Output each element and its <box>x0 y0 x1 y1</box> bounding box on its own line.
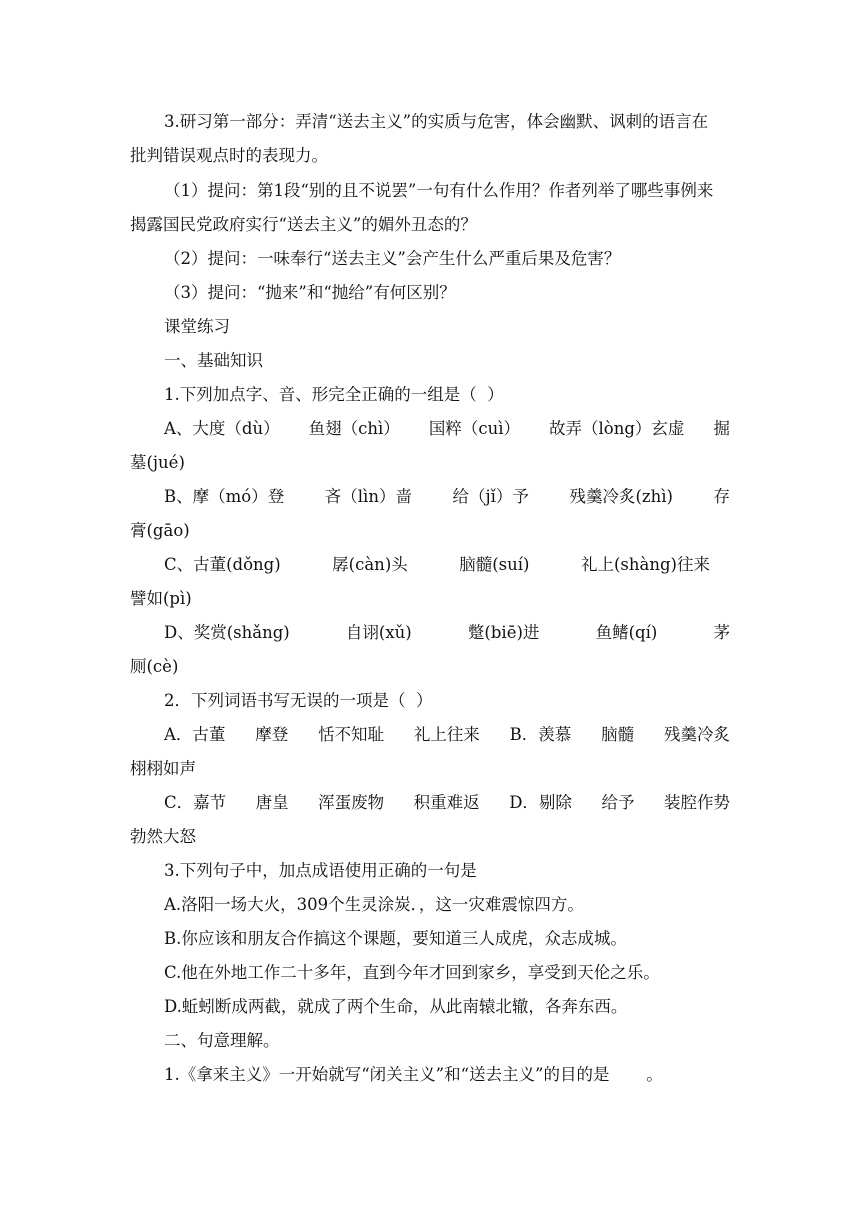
question-2: （2）提问：一味奉行“送去主义”会产生什么严重后果及危害？ <box>164 249 621 268</box>
option-a-item: A、大度（dù） <box>164 419 280 438</box>
exercise-3-option-c: C.他在外地工作二十多年，直到今年才回到家乡，享受到天伦之乐。 <box>164 963 660 982</box>
exercise-1-option-a <box>164 418 730 440</box>
exercise-1-option-b <box>164 486 730 508</box>
comprehension-question-1: 1.《拿来主义》一开始就写“闭关主义”和“送去主义”的目的是 。 <box>164 1065 663 1084</box>
exercise-2-prompt: 2．下列词语书写无误的一项是（ ） <box>164 691 433 710</box>
exercise-3-option-b: B.你应该和朋友合作搞这个课题，要知道三人成虎，众志成城。 <box>164 929 627 948</box>
option-a-item: 国粹（cuì） <box>428 419 520 438</box>
option-word: 唐皇 <box>255 793 289 812</box>
option-word: C．嘉节 <box>164 793 227 812</box>
option-a-item: 鱼翅（chì） <box>308 419 400 438</box>
exercise-1-option-d-cont: 厕(cè) <box>130 657 179 676</box>
option-b-item: 存 <box>713 487 730 506</box>
option-word: 装腔作势 <box>663 793 730 812</box>
option-c-item: 礼上(shàng)往来 <box>580 555 710 574</box>
option-c-item: C、古董(dǒng) <box>164 555 281 574</box>
option-word: 礼上往来 <box>413 725 480 744</box>
option-word: 恬不知耻 <box>318 725 385 744</box>
question-3: （3）提问：“抛来”和“抛给”有何区别？ <box>164 283 456 302</box>
section-heading-practice: 课堂练习 <box>164 317 230 336</box>
paragraph-study-part-one: 3.研习第一部分：弄清“送去主义”的实质与危害，体会幽默、讽刺的语言在 <box>164 112 709 131</box>
exercise-1-option-c-cont: 譬如(pì) <box>130 589 192 608</box>
exercise-1-option-b-cont: 膏(gāo) <box>130 521 190 540</box>
question-1: （1）提问：第1段“别的且不说罢”一句有什么作用？作者列举了哪些事例来 <box>164 181 714 200</box>
section-heading-basics: 一、基础知识 <box>164 351 263 370</box>
option-a-item: 掘 <box>713 419 730 438</box>
paragraph-study-part-one-cont: 批判错误观点时的表现力。 <box>130 146 328 165</box>
option-word: A．古董 <box>164 725 226 744</box>
exercise-1-option-a-cont: 墓(jué) <box>130 453 185 472</box>
option-word: 残羹冷炙 <box>663 725 730 744</box>
exercise-1-prompt: 1.下列加点字、音、形完全正确的一组是（ ） <box>164 385 504 404</box>
option-d-item: D、奖赏(shǎng) <box>164 623 290 642</box>
section-heading-comprehension: 二、句意理解。 <box>164 1031 280 1050</box>
exercise-2-options-cd <box>164 792 730 814</box>
question-1-cont: 揭露国民党政府实行“送去主义”的媚外丑态的？ <box>130 215 477 234</box>
option-word: 浑蛋废物 <box>318 793 385 812</box>
option-word: 给予 <box>601 793 635 812</box>
option-c-item: 孱(càn)头 <box>332 555 408 574</box>
exercise-1-option-c <box>164 554 710 576</box>
option-d-item: 鱼鳍(qí) <box>595 623 658 642</box>
exercise-3-option-a: A.洛阳一场大火，309个生灵涂炭．，这一灾难震惊四方。 <box>164 895 584 914</box>
exercise-2-options-ab <box>164 724 730 746</box>
option-b-item: B、摩（mó）登 <box>164 487 285 506</box>
option-word: 摩登 <box>255 725 289 744</box>
option-word: D．剔除 <box>509 793 572 812</box>
exercise-3-option-d: D.蚯蚓断成两截，就成了两个生命，从此南辕北辙，各奔东西。 <box>164 997 628 1016</box>
exercise-2-options-cd-cont: 勃然大怒 <box>130 827 196 846</box>
option-a-item: 故弄（lòng）玄虚 <box>549 419 685 438</box>
option-word: 脑髓 <box>601 725 635 744</box>
option-d-item: 蹩(biē)进 <box>467 623 540 642</box>
option-word: B．羡慕 <box>509 725 572 744</box>
option-d-item: 自诩(xǔ) <box>345 623 412 642</box>
exercise-3-prompt: 3.下列句子中，加点成语使用正确的一句是 <box>164 861 477 880</box>
option-b-item: 吝（lìn）啬 <box>324 487 412 506</box>
option-b-item: 给（jǐ）予 <box>452 487 529 506</box>
exercise-2-options-ab-cont: 栩栩如声 <box>130 759 196 778</box>
option-word: 积重难返 <box>413 793 480 812</box>
exercise-1-option-d <box>164 622 730 644</box>
option-c-item: 脑髓(suí) <box>459 555 530 574</box>
option-d-item: 茅 <box>713 623 730 642</box>
option-b-item: 残羹冷炙(zhì) <box>569 487 673 506</box>
